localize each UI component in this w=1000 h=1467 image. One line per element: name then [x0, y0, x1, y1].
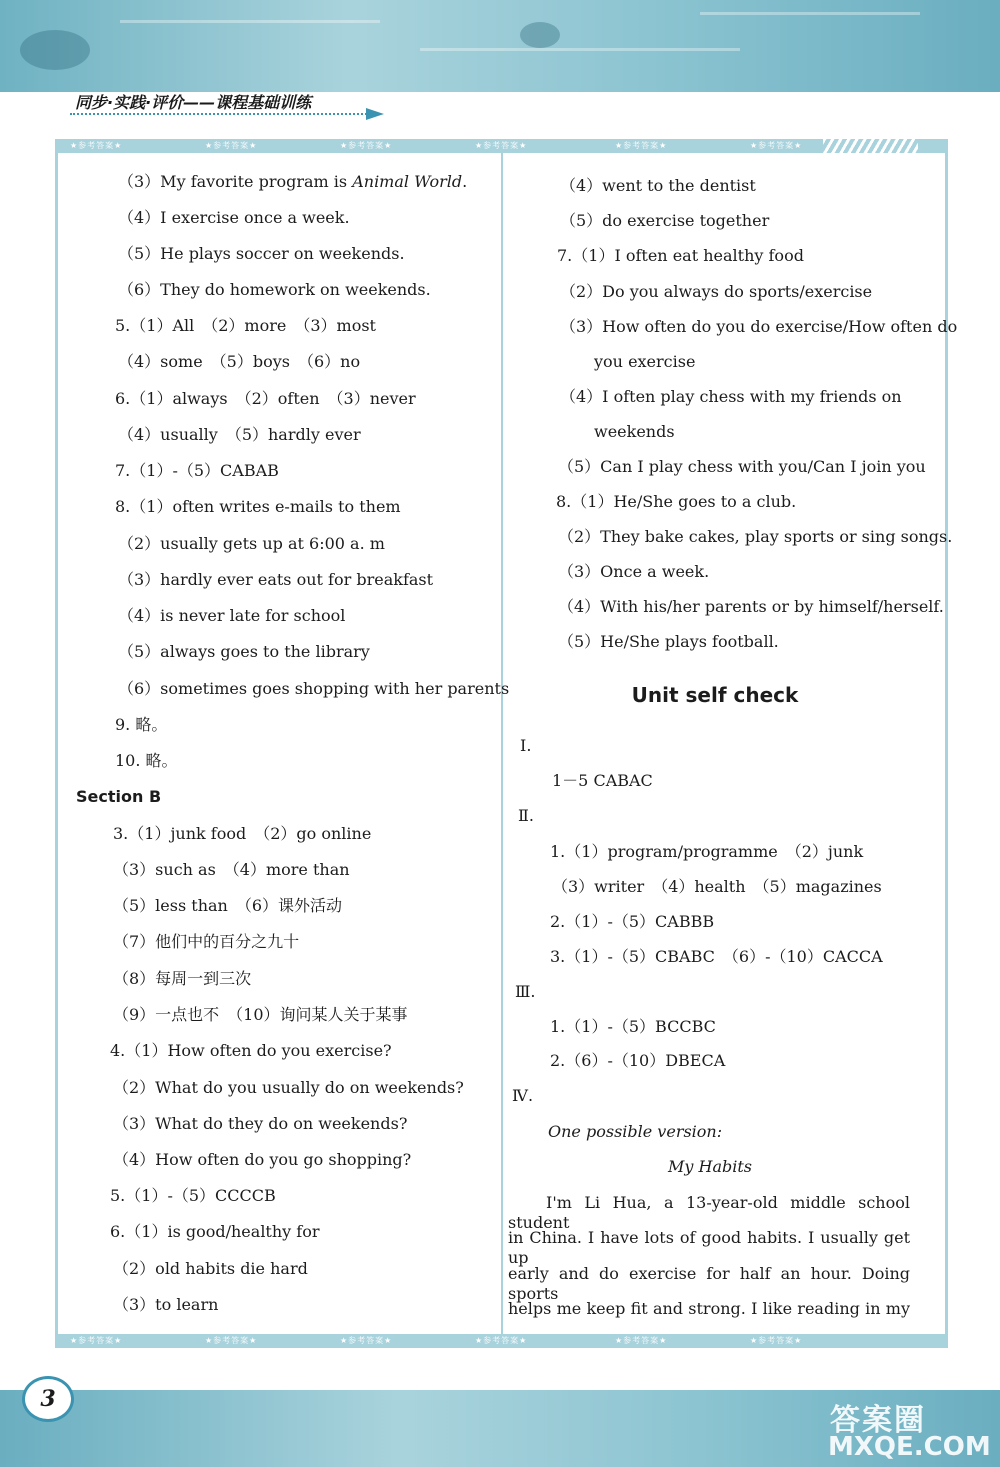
answer-line: 2.（1）-（5）CABBB [550, 912, 715, 931]
answer-line: （7）他们中的百分之九十 [113, 932, 300, 951]
strip-tag: ★参考答案★ [615, 141, 668, 150]
answer-line: 3.（1）-（5）CBABC （6）-（10）CACCA [550, 947, 883, 966]
band-splash [20, 30, 90, 70]
watermark-logo: 答案圈 [830, 1403, 926, 1438]
answer-line: 5.（1）All （2）more （3）most [115, 316, 376, 335]
answer-line: （2）What do you usually do on weekends? [113, 1078, 464, 1097]
answer-line: （4）some （5）boys （6）no [118, 352, 361, 371]
answer-line: （9）一点也不 （10）询问某人关于某事 [113, 1005, 408, 1024]
answer-line: （4）usually （5）hardly ever [118, 425, 361, 444]
answer-line: 1.（1）-（5）BCCBC [550, 1017, 716, 1036]
answer-line: （6）sometimes goes shopping with her parents [118, 679, 510, 698]
answer-line: 7.（1）-（5）CABAB [115, 461, 279, 480]
answer-line: 6.（1）always （2）often （3）never [115, 389, 416, 408]
answer-line: 8.（1）often writes e-mails to them [115, 497, 401, 516]
answer-line: 10. 略。 [115, 751, 178, 770]
answer-line: （4）How often do you go shopping? [113, 1150, 412, 1169]
answer-line: 2.（6）-（10）DBECA [550, 1051, 726, 1070]
essay-line: early and do exercise for half an hour. Doing sports [508, 1264, 910, 1303]
answer-line: （4）went to the dentist [560, 176, 756, 195]
strip-tag: ★参考答案★ [475, 141, 528, 150]
answer-line: （4）With his/her parents or by himself/herself. [558, 597, 944, 616]
answer-line: you exercise [594, 352, 696, 371]
answer-line: （5）do exercise together [560, 211, 770, 230]
answer-line: 4.（1）How often do you exercise? [110, 1041, 392, 1060]
answer-line: （3）Once a week. [558, 562, 710, 581]
header-underline [70, 113, 370, 115]
answer-line: 7.（1）I often eat healthy food [557, 246, 804, 265]
essay-title: My Habits [668, 1157, 752, 1176]
answer-line: （5）He plays soccer on weekends. [118, 244, 405, 263]
strip-tag: ★参考答案★ [615, 1336, 668, 1345]
essay-line: helps me keep fit and strong. I like reading in my [508, 1299, 910, 1318]
answer-line: （2）old habits die hard [113, 1259, 308, 1278]
section-b-heading: Section B [76, 787, 162, 806]
unit-self-check-heading: Unit self check [631, 683, 799, 707]
answer-line: （3）such as （4）more than [113, 860, 350, 879]
answer-line: （2）usually gets up at 6:00 a. m [118, 534, 385, 553]
band-streak [420, 48, 740, 51]
part-numeral: Ⅲ. [515, 982, 536, 1001]
answer-line: （5）always goes to the library [118, 642, 370, 661]
strip-tag: ★参考答案★ [750, 1336, 803, 1345]
frame-border-left [55, 153, 58, 1334]
answer-line: （4）I often play chess with my friends on [560, 387, 902, 406]
answer-line: （3）My favorite program is Animal World. [118, 172, 468, 191]
answer-strip-top [55, 139, 948, 153]
part-numeral: Ⅱ. [518, 806, 534, 825]
part-numeral: Ⅰ. [520, 736, 532, 755]
answer-line: （3）hardly ever eats out for breakfast [118, 570, 434, 589]
answer-line: 9. 略。 [115, 715, 168, 734]
answer-line: （3）What do they do on weekends? [113, 1114, 408, 1133]
strip-hatch [823, 139, 918, 153]
column-divider [501, 153, 503, 1334]
watermark-url: MXQE.COM [828, 1432, 991, 1462]
answer-line: （2）Do you always do sports/exercise [560, 282, 873, 301]
header-arrow-icon [366, 108, 384, 120]
essay-line: I'm Li Hua, a 13-year-old middle school student [508, 1193, 910, 1232]
answer-line: （4）is never late for school [118, 606, 346, 625]
strip-tag: ★参考答案★ [205, 141, 258, 150]
answer-line: 8.（1）He/She goes to a club. [556, 492, 797, 511]
band-splash [520, 22, 560, 48]
answer-line: （5）Can I play chess with you/Can I join you [558, 457, 926, 476]
answer-line: （3）to learn [113, 1295, 219, 1314]
top-decorative-band [0, 0, 1000, 92]
part-numeral: Ⅳ. [512, 1086, 534, 1105]
program-name: Animal World [352, 172, 463, 191]
answer-strip-bottom [55, 1334, 948, 1348]
possible-version-label: One possible version: [548, 1122, 723, 1141]
answer-line: （5）less than （6）课外活动 [113, 896, 343, 915]
answer-line: （5）He/She plays football. [558, 632, 779, 651]
answer-line: 3.（1）junk food （2）go online [113, 824, 372, 843]
essay-line: in China. I have lots of good habits. I usually get up [508, 1228, 910, 1267]
strip-tag: ★参考答案★ [70, 1336, 123, 1345]
strip-tag: ★参考答案★ [475, 1336, 528, 1345]
answer-line: （2）They bake cakes, play sports or sing songs. [558, 527, 953, 546]
answer-line: 1.（1）program/programme （2）junk [550, 842, 864, 861]
answer-line: （3）How often do you do exercise/How often do [560, 317, 958, 336]
page-number: 3 [22, 1376, 74, 1422]
answer-line: 1－5 CABAC [552, 771, 653, 790]
answer-line: （8）每周一到三次 [113, 969, 252, 988]
strip-tag: ★参考答案★ [70, 141, 123, 150]
strip-tag: ★参考答案★ [340, 1336, 393, 1345]
answer-line: （4）I exercise once a week. [118, 208, 350, 227]
answer-line: （6）They do homework on weekends. [118, 280, 431, 299]
strip-tag: ★参考答案★ [205, 1336, 258, 1345]
answer-line: （3）writer （4）health （5）magazines [552, 877, 882, 896]
header-title: 同步·实践·评价——课程基础训练 [75, 93, 312, 112]
answer-line: 5.（1）-（5）CCCCB [110, 1186, 276, 1205]
strip-tag: ★参考答案★ [750, 141, 803, 150]
band-streak [700, 12, 920, 15]
answer-line: weekends [594, 422, 675, 441]
answer-line: 6.（1）is good/healthy for [110, 1222, 320, 1241]
band-streak [120, 20, 380, 23]
strip-tag: ★参考答案★ [340, 141, 393, 150]
